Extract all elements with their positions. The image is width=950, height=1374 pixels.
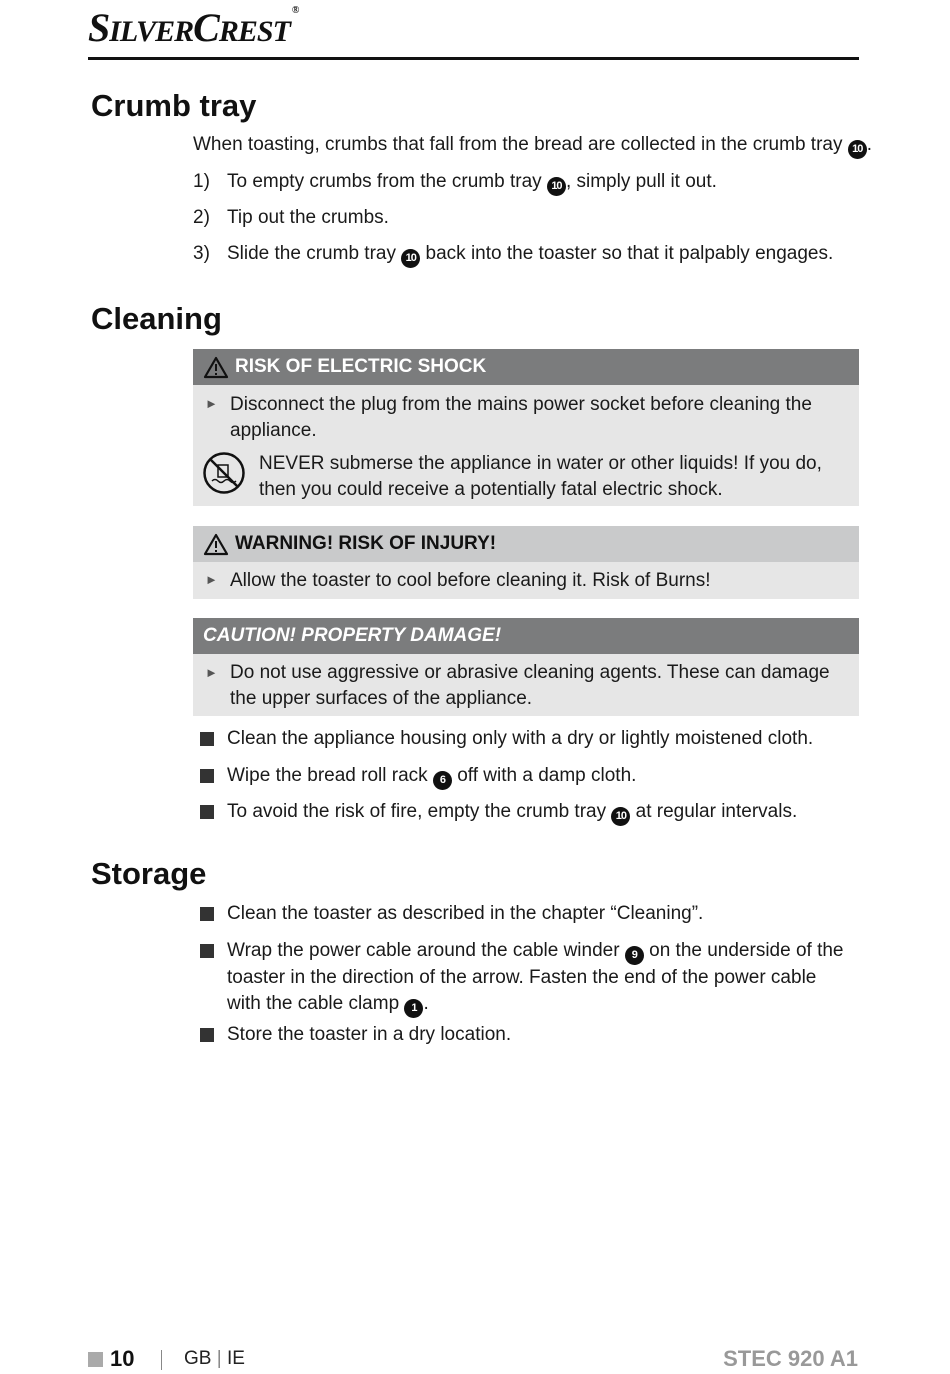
step-1-text: To empty crumbs from the crumb tray 10 , simply pull it out. bbox=[227, 169, 717, 196]
model-number: STEC 920 A1 bbox=[723, 1346, 858, 1371]
bullet-arrow-icon: ► bbox=[205, 396, 218, 411]
cleaning-title: Cleaning bbox=[91, 301, 222, 336]
storage-item-3: Store the toaster in a dry location. bbox=[227, 1024, 512, 1045]
step-3-number: 3) bbox=[193, 243, 210, 264]
storage-item-1: Clean the toaster as described in the chapter “Cleaning”. bbox=[227, 903, 704, 924]
cleaning-item-2: Wipe the bread roll rack 6 off with a damp cloth. bbox=[227, 763, 636, 790]
storage-title: Storage bbox=[91, 856, 207, 891]
ref-9-badge: 9 bbox=[625, 946, 644, 965]
footer-languages: GB | IE bbox=[184, 1348, 245, 1369]
step-2-number: 2) bbox=[193, 207, 210, 228]
never-submerse-text: NEVER submerse the appliance in water or other liquids! If you do, then you could receive a potentially fatal electric shock. bbox=[259, 453, 822, 500]
no-immersion-icon bbox=[202, 451, 246, 495]
footer-separator bbox=[161, 1350, 162, 1370]
shock-bullet-text: Disconnect the plug from the mains power socket before cleaning the appliance. bbox=[230, 394, 812, 441]
bullet-square bbox=[200, 907, 214, 921]
cleaning-item-3: To avoid the risk of fire, empty the crumb tray 10 at regular intervals. bbox=[227, 799, 797, 826]
step-3-text: Slide the crumb tray 10 back into the toaster so that it palpably engages. bbox=[227, 241, 833, 268]
property-damage-bullet-text: Do not use aggressive or abrasive cleaning agents. These can damage the upper surfaces of the appliance. bbox=[230, 662, 830, 709]
ref-10-badge: 10 bbox=[611, 807, 630, 826]
electric-shock-warning-box bbox=[193, 349, 859, 506]
warning-triangle-icon bbox=[203, 533, 229, 556]
warning-triangle-icon bbox=[203, 356, 229, 379]
ref-10-badge: 10 bbox=[401, 249, 420, 268]
injury-warning-box bbox=[193, 526, 859, 599]
injury-bullet-text: Allow the toaster to cool before cleaning it. Risk of Burns! bbox=[230, 570, 711, 591]
footer-square bbox=[88, 1352, 103, 1367]
page-number: 10 bbox=[110, 1346, 135, 1371]
property-damage-heading: CAUTION! PROPERTY DAMAGE! bbox=[193, 618, 859, 654]
crumb-intro: When toasting, crumbs that fall from the bread are collected in the crumb tray 10 . bbox=[193, 132, 872, 159]
property-damage-box bbox=[193, 618, 859, 716]
header-rule bbox=[88, 57, 859, 60]
crumb-tray-title: Crumb tray bbox=[91, 88, 257, 123]
cleaning-item-1: Clean the appliance housing only with a dry or lightly moistened cloth. bbox=[227, 728, 814, 749]
storage-item-2: Wrap the power cable around the cable winder 9 on the underside of the toaster in the direction of the arrow. Fasten the end of the power cable with the cable clamp 1 . bbox=[227, 938, 852, 1018]
bullet-square bbox=[200, 1028, 214, 1042]
bullet-square bbox=[200, 805, 214, 819]
bullet-square bbox=[200, 732, 214, 746]
ref-10-badge: 10 bbox=[547, 177, 566, 196]
brand-logo: SILVERCREST® bbox=[88, 4, 299, 50]
injury-heading: WARNING! RISK OF INJURY! bbox=[193, 526, 859, 562]
ref-6-badge: 6 bbox=[433, 771, 452, 790]
step-1-number: 1) bbox=[193, 171, 210, 192]
ref-10-badge: 10 bbox=[848, 140, 867, 159]
electric-shock-heading: RISK OF ELECTRIC SHOCK bbox=[193, 349, 859, 385]
bullet-arrow-icon: ► bbox=[205, 665, 218, 680]
step-2-text: Tip out the crumbs. bbox=[227, 207, 389, 228]
bullet-square bbox=[200, 944, 214, 958]
bullet-square bbox=[200, 769, 214, 783]
ref-1-badge: 1 bbox=[404, 999, 423, 1018]
bullet-arrow-icon: ► bbox=[205, 572, 218, 587]
